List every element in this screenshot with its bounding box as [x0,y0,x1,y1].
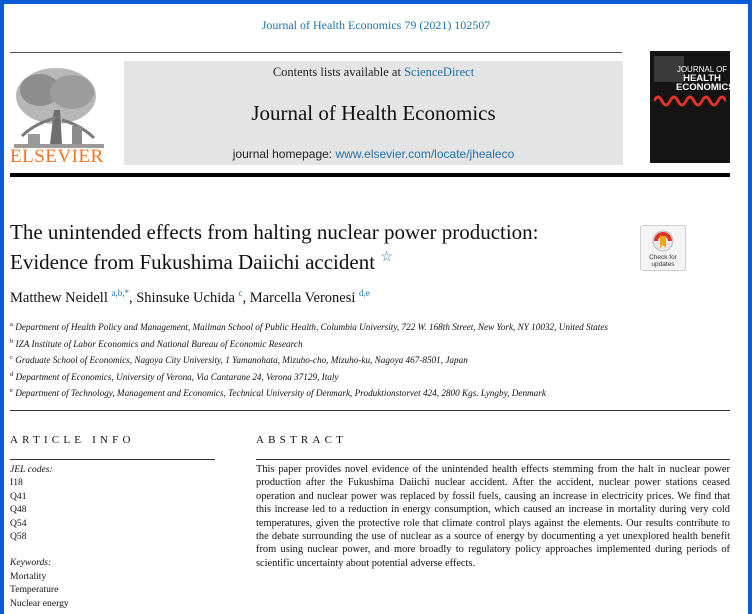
journal-homepage-link[interactable]: www.elsevier.com/locate/jhealeco [335,147,515,161]
info-spacer [10,543,210,556]
author-name[interactable]: Shinsuke Uchida [136,289,235,306]
journal-name: Journal of Health Economics [251,101,496,125]
affiliation-item [10,318,730,335]
jel-code: I18 [10,477,23,489]
affiliation-mark: a [10,321,13,328]
keyword: Temperature [10,584,59,596]
masthead-rule [10,173,730,177]
jel-code: Q54 [10,517,27,529]
article-info-heading: ARTICLE INFO [10,434,135,446]
abstract-rule [256,459,730,460]
affiliation-mark: d [10,370,14,378]
affiliation-mark: e [10,387,13,395]
affiliation-text: Department of Economics, University of Verona, Via Cantarane 24, Verona 37129, Italy [15,371,339,382]
article-info-column [10,463,210,610]
affiliation-list [10,318,730,401]
jel-code: Q41 [10,490,27,502]
section-divider [10,410,730,411]
affiliation-item [10,351,730,368]
jel-code: Q48 [10,504,27,516]
article-title [10,220,630,275]
keyword: Nuclear energy [10,597,69,609]
author-name[interactable]: Matthew Neidell [10,289,108,306]
sciencedirect-link[interactable]: ScienceDirect [404,65,475,79]
journal-banner [124,61,623,165]
elsevier-wordmark[interactable]: ELSEVIER [10,146,104,167]
affiliation-mark: c [10,354,13,362]
cover-title [676,65,735,93]
check-updates-line-2: updates [651,261,675,268]
cover-wave-graphic [654,93,726,109]
abstract-heading: ABSTRACT [256,434,348,446]
affiliation-text: Graduate School of Economics, Nagoya City University, 1 Yamanohata, Mizuho-cho, Mizuho-ku, Nagoya 467-8501, Japan [15,355,468,366]
affiliation-text: Department of Health Policy and Management, Mailman School of Public Health, Columbia University, 722 W. 168th Street, New York, NY 10032, United States [15,322,608,333]
journal-homepage-line [124,147,623,161]
author-affil-marks[interactable]: c [238,288,243,298]
header-divider [10,52,622,53]
author-name[interactable]: Marcella Veronesi [249,289,356,306]
cover-line-1: JOURNAL OF [676,65,728,74]
journal-cover[interactable] [650,51,735,163]
affiliation-item [10,335,730,352]
contents-line [124,65,623,80]
title-footnote-star-icon[interactable]: ☆ [380,250,393,265]
title-line-1: The unintended effects from halting nuclear power production: [10,220,539,244]
author-list: Matthew Neidell $^{a,b,*}$, Shinsuke Uchida $^c$, Marcella Veronesi $^{d,e}$ [10,288,370,306]
cover-line-3: ECONOMICS [676,82,735,93]
keywords-label: Keywords: [10,557,52,569]
affiliation-text: IZA Institute of Labor Economics and National Bureau of Economic Research [15,338,303,349]
author-affil-marks[interactable]: a,b,* [111,288,129,298]
title-line-2: Evidence from Fukushima Daiichi accident [10,250,376,274]
jel-codes-label: JEL codes: [10,464,53,475]
check-for-updates-badge[interactable] [640,225,686,271]
check-updates-label [641,254,685,268]
jel-code: Q58 [10,531,27,543]
article-page [4,4,748,614]
homepage-prefix: journal homepage: [232,147,336,161]
check-updates-icon [652,230,674,254]
affiliation-item [10,384,730,401]
journal-citation[interactable]: Journal of Health Economics 79 (2021) 102507 [261,18,491,32]
cover-line-2: HEALTH [683,73,721,84]
article-info-rule [10,459,215,460]
contents-prefix: Contents lists available at [272,65,405,79]
abstract-text: This paper provides novel evidence of the unintended health effects stemming from the halt in nuclear power production after the Fukushima Daiichi nuclear accident. After the accident, nuclear power stations ceased operation and nuclear power was replaced by fossil fuels, causing an increase in electricity prices. We find that this increase led to a reduction in energy consumption, which caused an increase in mortality during very cold temperatures, given the protective role that climate control plays against the elements. Our results contribute to the debate surrounding the use of nuclear as a source of energy by documenting a yet unexplored health benefit from using nuclear power, and more broadly to regulatory policy approaches implemented during periods of scientific uncertainty about potential adverse effects. [256,464,730,569]
affiliation-item [10,368,730,385]
affiliation-text: Department of Technology, Management and Economics, Technical University of Denmark, Produktionstorvet 424, 2800 Kgs. Lyngby, Denmark [15,388,546,399]
keyword: Mortality [10,570,47,582]
check-updates-line-1: Check for [649,254,677,261]
author-affil-marks[interactable]: d,e [359,288,370,298]
affiliation-mark: b [10,337,14,345]
